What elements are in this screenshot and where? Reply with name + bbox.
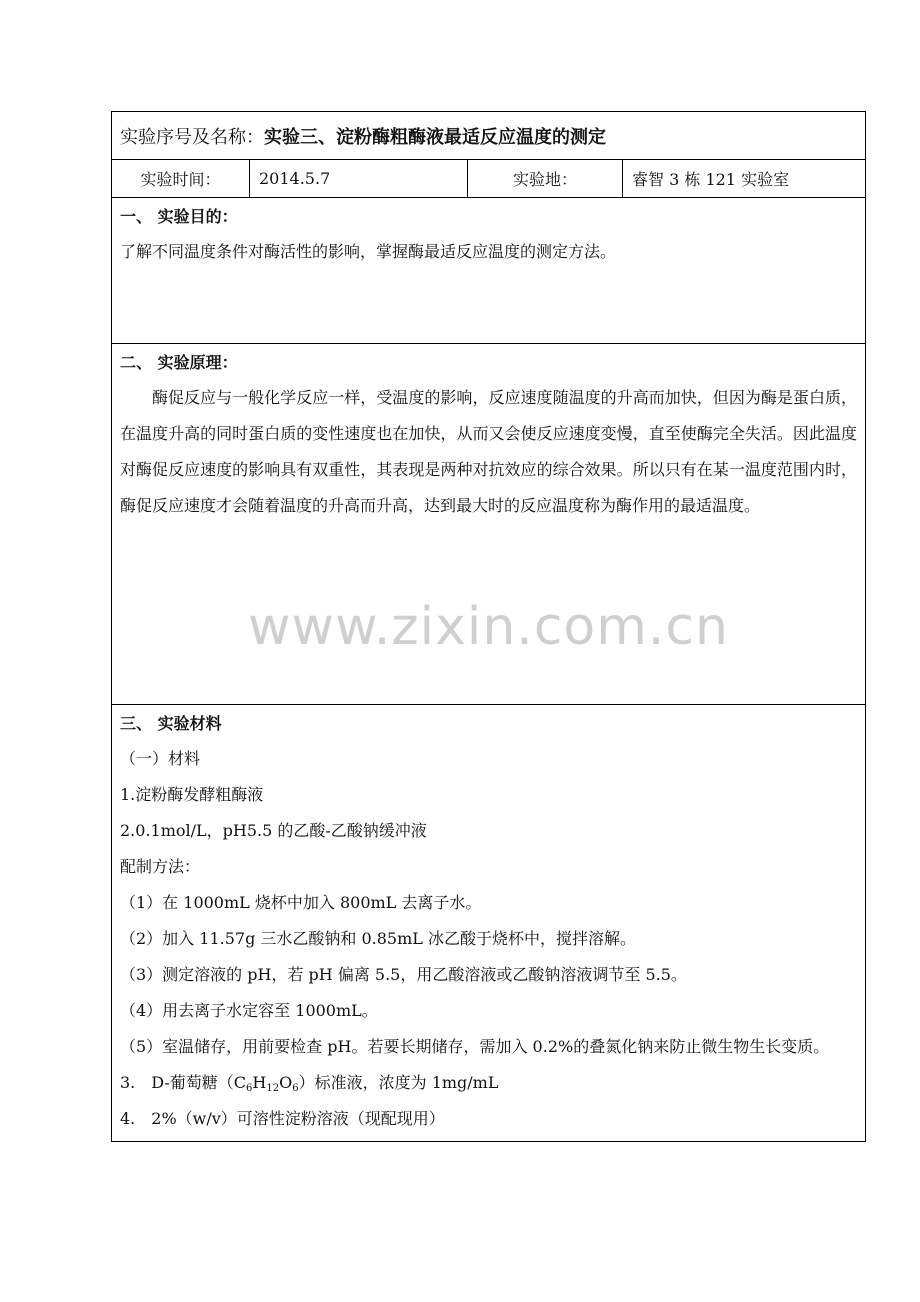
prep-step-1: （1）在 1000mL 烧杯中加入 800mL 去离子水。: [120, 893, 482, 912]
prep-step-4: （4）用去离子水定容至 1000mL。: [120, 1001, 378, 1020]
section-objective-text: 了解不同温度条件对酶活性的影响，掌握酶最适反应温度的测定方法。: [120, 242, 617, 261]
section-principle-heading: 二、 实验原理：: [120, 353, 238, 372]
section-objective: [112, 200, 865, 344]
section-materials: [112, 707, 865, 1141]
prep-step-3: （3）测定溶液的 pH，若 pH 偏离 5.5，用乙酸溶液或乙酸钠溶液调节至 5.5。: [120, 965, 687, 984]
materials-subheading: （一）材料: [120, 749, 201, 768]
prep-method-label: 配制方法：: [120, 857, 201, 876]
watermark: www.zixin.com.cn: [248, 597, 729, 657]
material-item-4: 4. 2%（w/v）可溶性淀粉溶液（现配现用）: [120, 1109, 445, 1128]
title-row: [112, 112, 865, 160]
experiment-report-table: [111, 111, 866, 1142]
place-value: 睿智 3 栋 121 实验室: [632, 170, 790, 189]
title-label: 实验序号及名称：: [120, 126, 264, 148]
prep-step-5: （5）室温储存，用前要检查 pH。若要长期储存，需加入 0.2%的叠氮化钠来防止微生物生长变质。: [120, 1037, 830, 1056]
time-value: 2014.5.7: [250, 160, 468, 197]
section-principle-text: 酶促反应与一般化学反应一样，受温度的影响，反应速度随温度的升高而加快，但因为酶是蛋白质，在温度升高的同时蛋白质的变性速度也在加快，从而又会使反应速度变慢，直至使酶完全失活。因此温度对酶促反应速度的影响具有双重性，其表现是两种对抗效应的综合效果。所以只有在某一温度范围内时，酶促反应速度才会随着温度的升高而升高，达到最大时的反应温度称为酶作用的最适温度。: [120, 388, 857, 515]
time-label: 实验时间：: [112, 160, 250, 197]
section-materials-heading: 三、 实验材料: [120, 714, 222, 733]
experiment-title: 实验三、淀粉酶粗酶液最适反应温度的测定: [264, 126, 606, 148]
section-principle: [112, 346, 865, 705]
prep-step-2: （2）加入 11.57g 三水乙酸钠和 0.85mL 冰乙酸于烧杯中，搅拌溶解。: [120, 929, 636, 948]
material-item-1: 1.淀粉酶发酵粗酶液: [120, 785, 264, 804]
section-objective-heading: 一、 实验目的：: [120, 207, 238, 226]
material-item-2: 2.0.1mol/L，pH5.5 的乙酸-乙酸钠缓冲液: [120, 821, 427, 840]
material-item-3: 3. D-葡萄糖$(C_6H_{12}O_6)$标准液，浓度为 1mg/mL: [120, 1073, 499, 1094]
place-label: 实验地：: [468, 160, 623, 197]
meta-row: [112, 160, 865, 198]
